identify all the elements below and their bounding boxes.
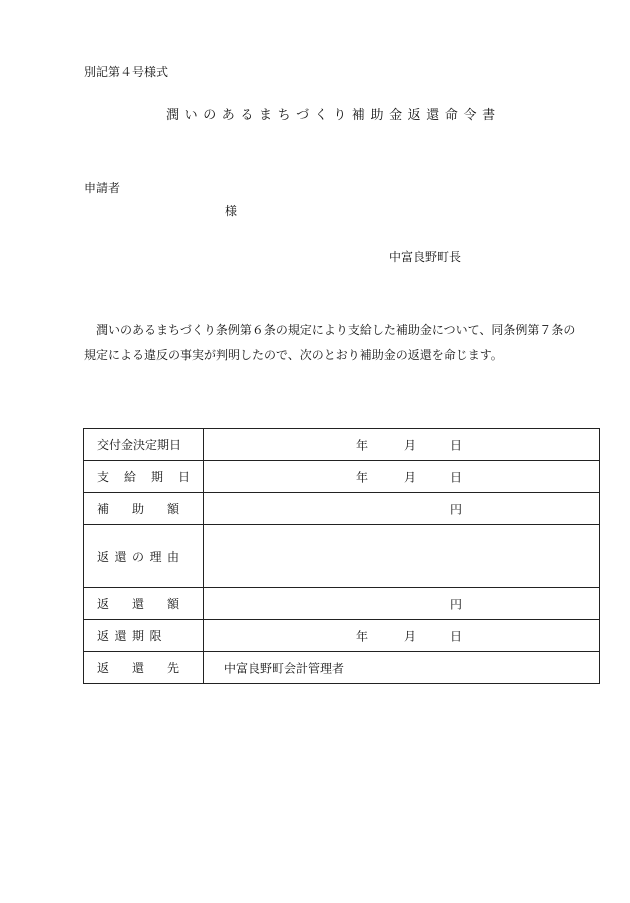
return-to-label: 返還先 [97,661,203,675]
payment-date-label: 支給期日 [97,470,206,484]
return-amount-value [204,588,600,620]
return-deadline-value [204,620,600,652]
day-unit: 日 [450,438,463,452]
payment-date-value [204,461,600,493]
day-unit: 日 [450,629,463,643]
decision-date-label: 交付金決定期日 [97,438,182,452]
issuer-name: 中富良野町長 [389,250,462,264]
yen-unit: 円 [450,502,463,516]
month-unit: 月 [404,629,417,643]
day-unit: 日 [450,470,463,484]
return-to-text: 中富良野町会計管理者 [224,661,345,675]
year-unit: 年 [356,470,369,484]
decision-date-value [204,429,600,461]
form-number: 別記第４号様式 [84,65,169,79]
return-order-table [83,428,600,684]
month-unit: 月 [404,470,417,484]
table-row [84,652,600,684]
applicant-label: 申請者 [84,181,121,195]
applicant-honorific: 様 [225,204,238,218]
subsidy-amount-label: 補助額 [97,502,203,516]
yen-unit: 円 [450,597,463,611]
return-deadline-label: 返還期限 [97,629,168,643]
table-row [84,461,600,493]
table-row [84,588,600,620]
table-row [84,429,600,461]
table-row [84,620,600,652]
subsidy-amount-value [204,493,600,525]
return-amount-label: 返還額 [97,597,203,611]
year-unit: 年 [356,629,369,643]
table-row [84,525,600,588]
return-reason-label: 返還の理由 [97,549,185,564]
return-to-value [204,652,600,684]
table-row [84,493,600,525]
body-text: 潤いのあるまちづくり条例第６条の規定により支給した補助金について、同条例第７条の規定による違反の事実が判明したので、次のとおり補助金の返還を命じます。 [84,323,576,362]
return-reason-value [204,525,600,588]
year-unit: 年 [356,438,369,452]
month-unit: 月 [404,438,417,452]
document-title: 潤いのあるまちづくり補助金返還命令書 [166,108,501,123]
